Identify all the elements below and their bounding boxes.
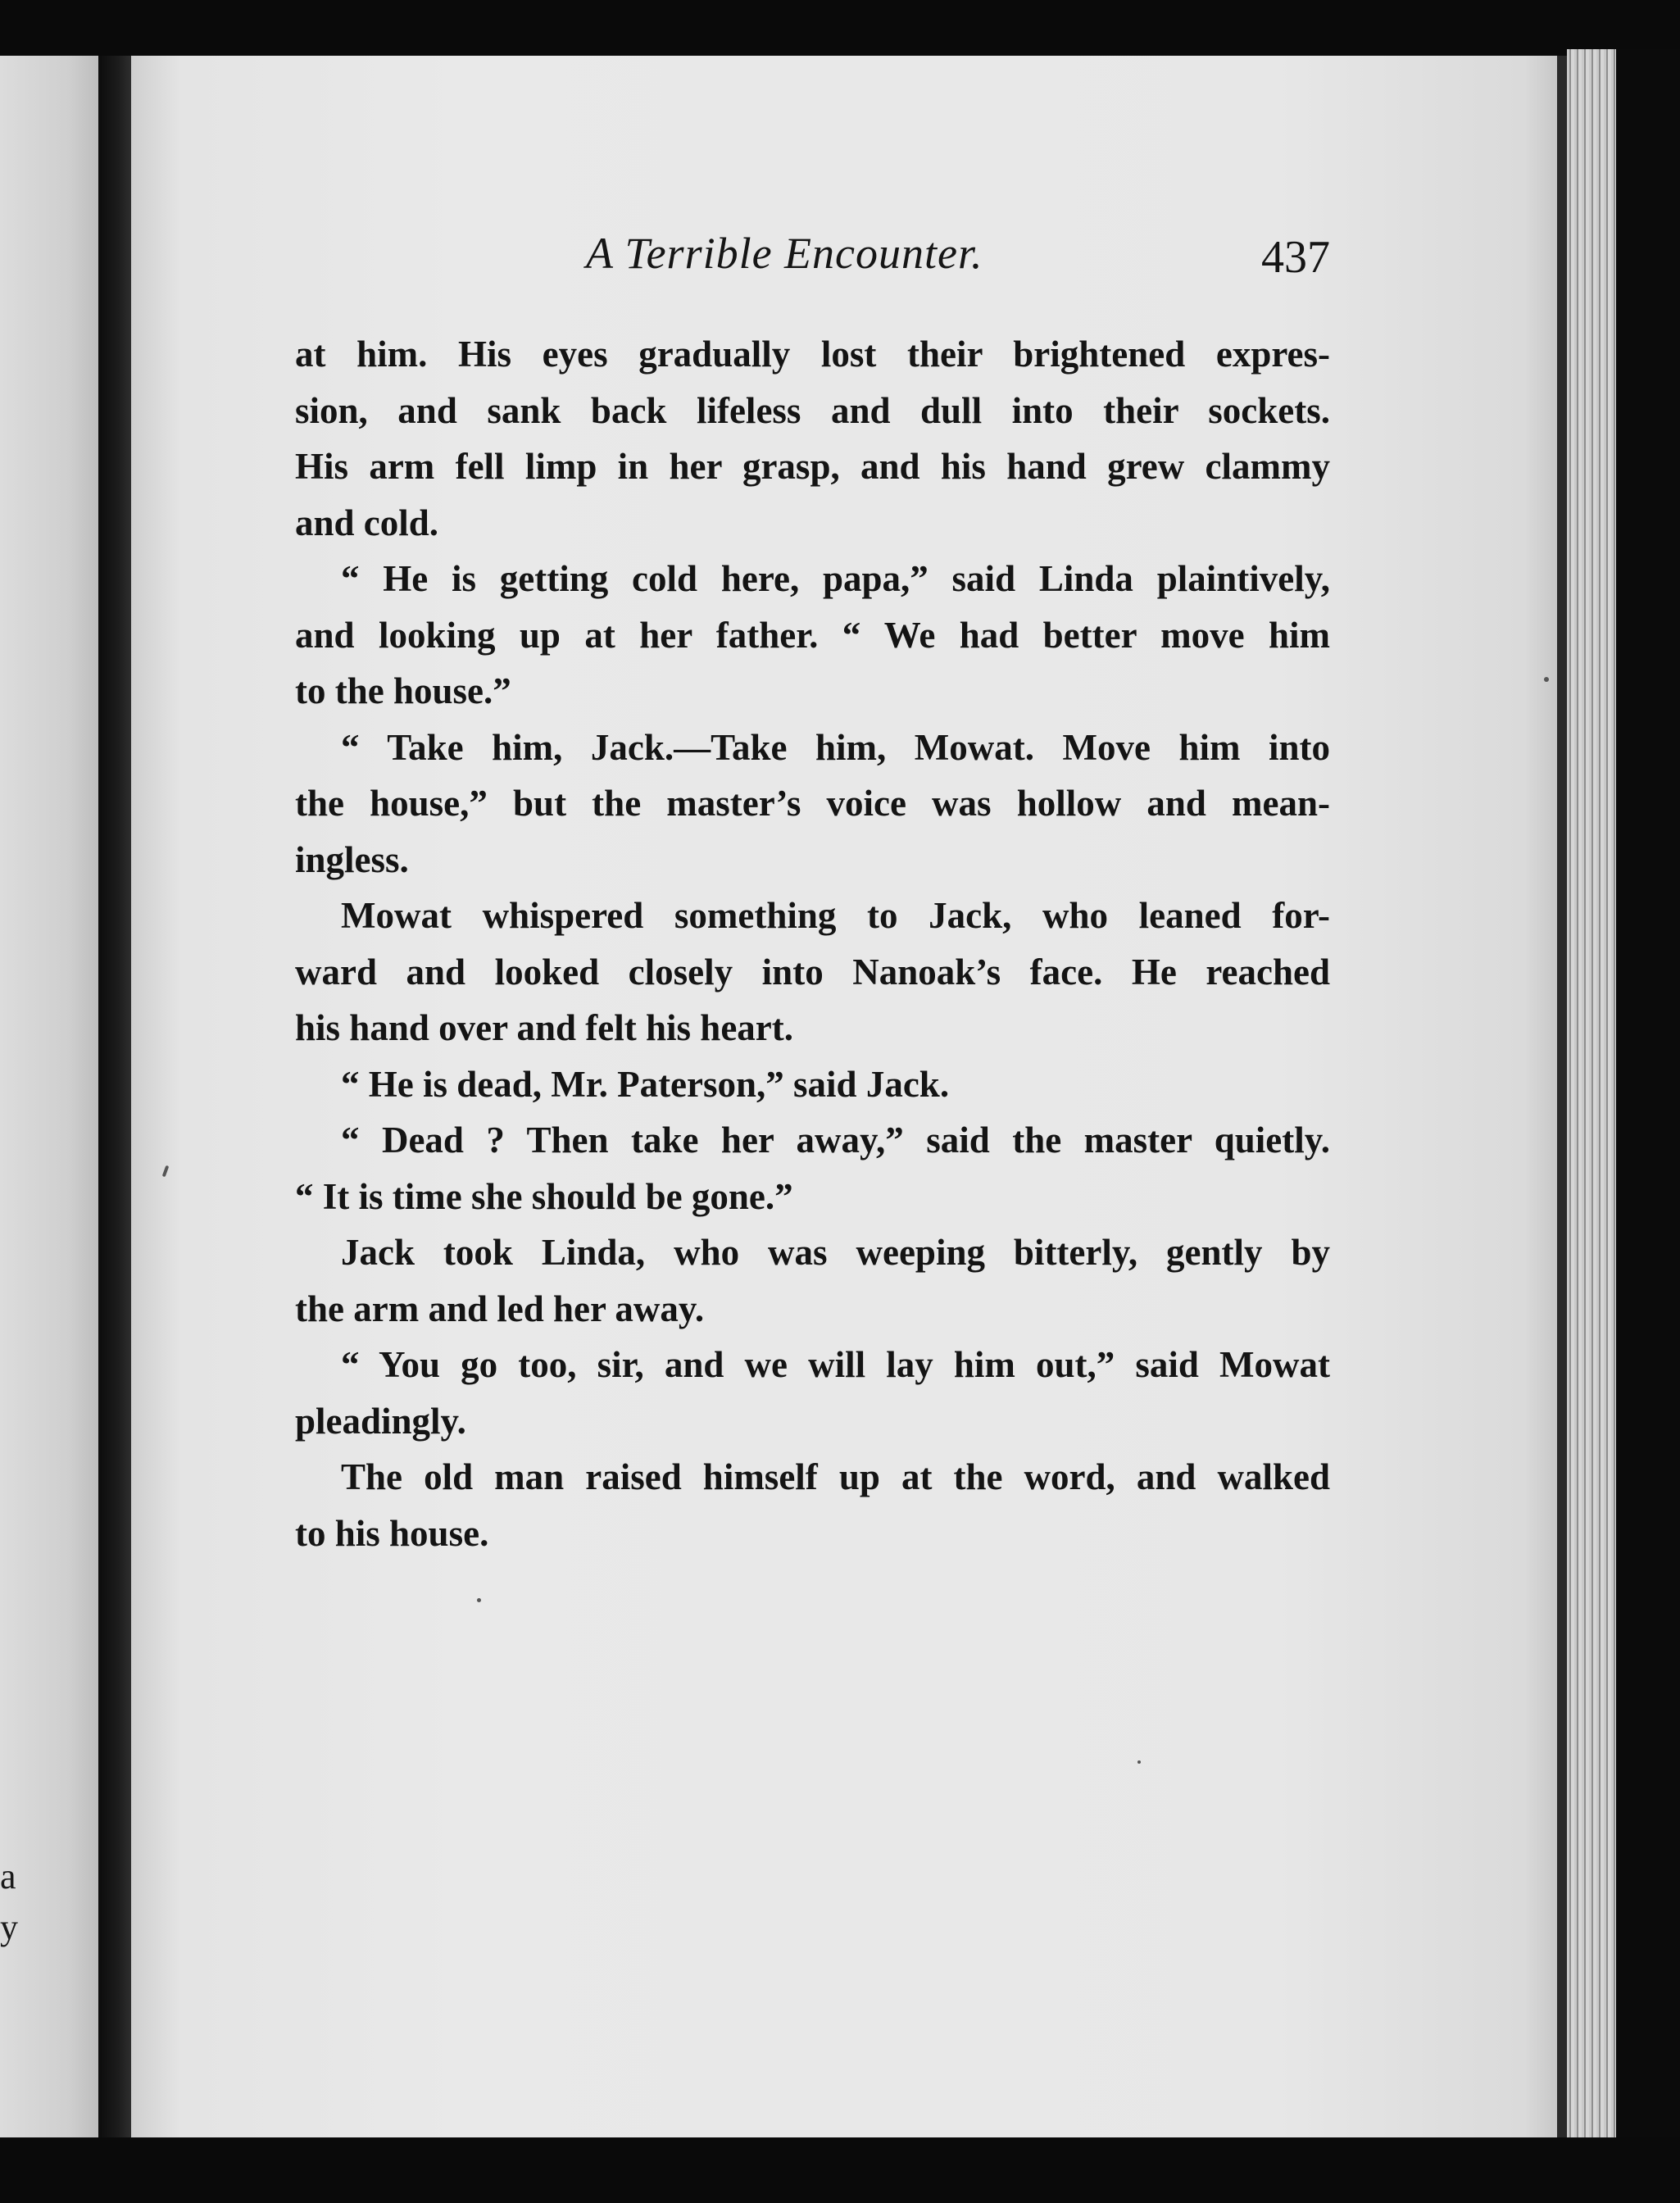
text-line: Jack took Linda, who was weeping bitterly, gently by <box>341 1232 1330 1273</box>
paragraph <box>295 720 1330 888</box>
text-line: “ Dead ? Then take her away,” said the master quietly. <box>341 1120 1330 1161</box>
scan-bottom-border <box>0 2137 1680 2203</box>
text-line: His arm fell limp in her grasp, and his hand grew clammy <box>295 446 1330 487</box>
paragraph <box>295 888 1330 1056</box>
text-line: sion, and sank back lifeless and dull into their sockets. <box>295 389 1330 431</box>
text-line: The old man raised himself up at the word, and walked <box>341 1456 1330 1497</box>
text-line: “ He is dead, Mr. Paterson,” said Jack. <box>341 1063 950 1105</box>
facing-page-fragment: y <box>0 1907 18 1947</box>
body-text <box>295 326 1330 1561</box>
text-line: “ He is getting cold here, papa,” said Linda plaintively, <box>341 558 1330 599</box>
scan-speck <box>1544 677 1549 682</box>
text-line: pleadingly. <box>295 1400 466 1442</box>
page-edge-shadow <box>1557 56 1567 2137</box>
running-head <box>295 228 1330 293</box>
facing-page-edge <box>0 56 98 2137</box>
text-line: Mowat whispered something to Jack, who leaned for- <box>341 895 1330 936</box>
paragraph <box>295 1112 1330 1224</box>
scan-speck <box>1137 1760 1141 1764</box>
page-edges <box>1567 49 1616 2155</box>
paragraph <box>295 1337 1330 1449</box>
text-line: and looking up at her father. “ We had better move him <box>295 614 1330 656</box>
facing-page-fragment: a <box>0 1856 16 1896</box>
paragraph <box>295 1224 1330 1337</box>
book-gutter <box>98 56 131 2137</box>
text-line: “ Take him, Jack.—Take him, Mowat. Move him into <box>341 726 1330 768</box>
text-line: “ You go too, sir, and we will lay him out,” said Mowat <box>341 1344 1330 1385</box>
running-head-title: A Terrible Encounter. <box>586 229 983 278</box>
text-line: his hand over and felt his heart. <box>295 1007 794 1048</box>
scan-right-border <box>1616 49 1680 2203</box>
scan-speck <box>477 1598 481 1602</box>
text-line: at him. His eyes gradually lost their brightened expres- <box>295 334 1330 375</box>
paragraph <box>295 326 1330 551</box>
text-line: to his house. <box>295 1512 489 1554</box>
page-number: 437 <box>1261 232 1330 283</box>
paragraph <box>295 1056 1330 1113</box>
scan-top-border <box>0 0 1680 56</box>
text-line: ward and looked closely into Nanoak’s face. He reached <box>295 951 1330 992</box>
text-line: and cold. <box>295 502 439 543</box>
text-line: the arm and led her away. <box>295 1288 705 1329</box>
text-line: the house,” but the master’s voice was hollow and mean- <box>295 783 1330 824</box>
text-line: “ It is time she should be gone.” <box>295 1175 793 1217</box>
paragraph <box>295 551 1330 720</box>
text-line: ingless. <box>295 838 409 880</box>
paragraph <box>295 1449 1330 1561</box>
text-line: to the house.” <box>295 670 511 711</box>
